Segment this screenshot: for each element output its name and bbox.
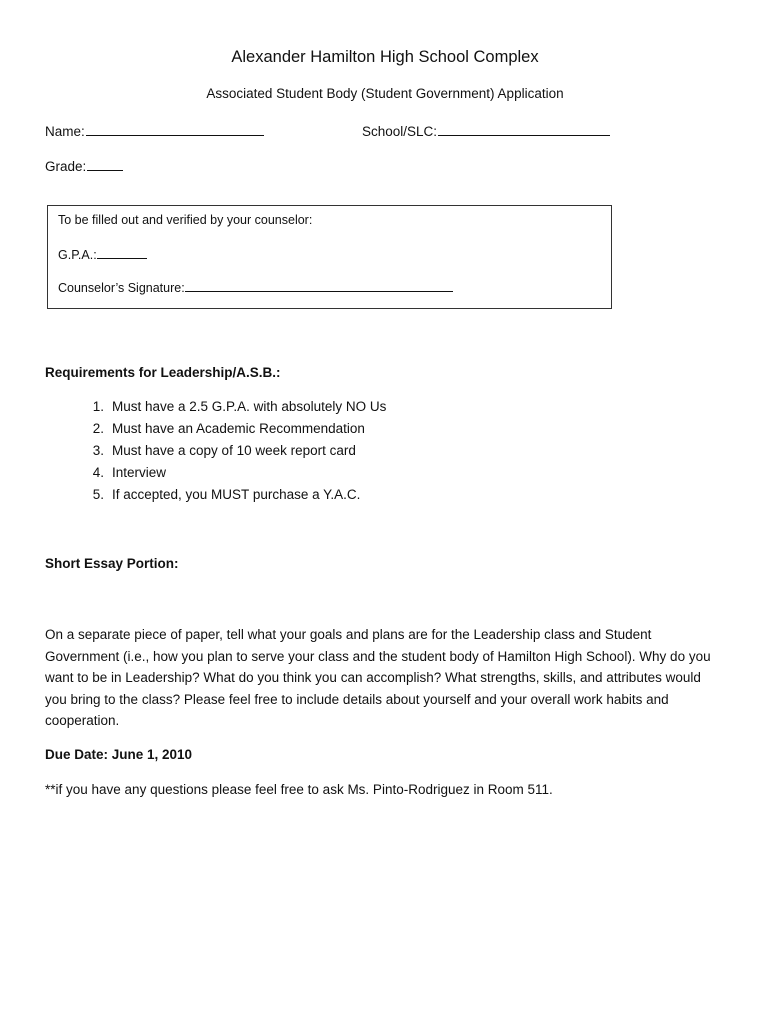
- document-subtitle: Associated Student Body (Student Government) Application: [206, 86, 564, 101]
- essay-instructions: On a separate piece of paper, tell what your goals and plans are for the Leadership class and Student Government (i.e., how you plan to serve your class and the student body of Hamilton High School). Why do you want to be in Leadership? What do you think you can accomplish? What strengths, skills, and attributes would you bring to the class? Please feel free to include details about yourself and your overall work habits and cooperation.: [45, 627, 711, 729]
- gpa-field: [58, 246, 147, 262]
- name-field: [45, 122, 264, 139]
- list-item: [80, 421, 365, 436]
- contact-note: **if you have any questions please feel free to ask Ms. Pinto-Rodriguez in Room 511.: [45, 782, 553, 797]
- signature-input-line[interactable]: [185, 279, 453, 292]
- list-text: Must have an Academic Recommendation: [112, 421, 365, 436]
- list-text: Must have a copy of 10 week report card: [112, 443, 356, 458]
- due-date: Due Date: June 1, 2010: [45, 747, 193, 762]
- school-label: School/SLC:: [362, 124, 438, 139]
- list-text: Must have a 2.5 G.P.A. with absolutely NO Us: [112, 399, 387, 414]
- list-number: 4.: [92, 465, 104, 480]
- list-item: [80, 487, 360, 502]
- signature-label: Counselor’s Signature:: [58, 281, 185, 295]
- essay-heading: Short Essay Portion:: [45, 556, 179, 571]
- list-text: If accepted, you MUST purchase a Y.A.C.: [112, 487, 361, 502]
- school-input-line[interactable]: [438, 122, 610, 136]
- list-number: 5.: [92, 487, 104, 502]
- list-text: Interview: [112, 465, 167, 480]
- name-label: Name:: [45, 124, 85, 139]
- list-number: 3.: [92, 443, 104, 458]
- list-number: 2.: [92, 421, 104, 436]
- list-item: [80, 399, 386, 414]
- school-field: [362, 122, 610, 139]
- gpa-label: G.P.A.:: [58, 248, 97, 262]
- name-input-line[interactable]: [86, 122, 264, 136]
- document-title: Alexander Hamilton High School Complex: [231, 48, 539, 66]
- counselor-instruction: To be filled out and verified by your counselor:: [58, 213, 313, 227]
- signature-field: [58, 279, 453, 295]
- list-number: 1.: [92, 399, 104, 414]
- list-item: [80, 465, 166, 480]
- requirements-heading: Requirements for Leadership/A.S.B.:: [45, 365, 281, 380]
- grade-input-line[interactable]: [87, 157, 123, 171]
- list-item: [80, 443, 356, 458]
- counselor-verification-box: [47, 205, 612, 309]
- gpa-input-line[interactable]: [97, 246, 147, 259]
- grade-field: [45, 157, 123, 174]
- grade-label: Grade:: [45, 159, 87, 174]
